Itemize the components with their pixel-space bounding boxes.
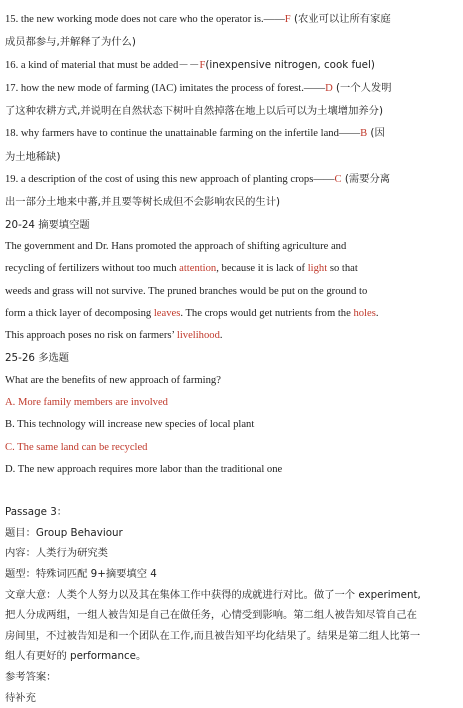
item-answer-letter: D (325, 82, 333, 94)
mc-option: B. This technology will increase new species of local plant (5, 419, 255, 431)
passage3-summary (5, 585, 455, 667)
passage3-summary-line: 把人分成两组，一组人被告知是自己在做任务，心情受到影响。第二组人被告知尽管自己在 (5, 609, 417, 622)
mc-option: A. More family members are involved (5, 397, 168, 409)
summary-answer-word: attention (179, 263, 217, 275)
mc-question: What are the benefits of new approach of farming? (5, 374, 221, 386)
passage3-summary-line: 房间里，不过被告知是和一个团队在工作,而且被告知平均化结果了。结果是第二组人比第一 (5, 629, 421, 642)
item-note-continued: 为土地稀缺) (5, 150, 61, 163)
summary-answer-word: livelihood (176, 330, 220, 342)
matching-item (5, 54, 455, 77)
summary-answer-word: holes (353, 307, 376, 319)
summary-line (5, 303, 455, 325)
passage3-summary-line: 文章大意：人类个人努力以及其在集体工作中获得的成就进行对比。做了一个 experiment, (5, 588, 421, 601)
item-answer-letter: F (199, 59, 206, 71)
summary-text: , because it is lack of (216, 263, 308, 275)
summary-text: . (375, 307, 379, 319)
section-gap (5, 481, 455, 502)
item-statement: 15. the new working mode does not care who the operator is.—— (5, 14, 285, 25)
item-note-continued: 出一部分土地来中蕃,并且要等树长成但不会影响农民的生计) (5, 196, 281, 209)
item-statement: 19. a description of the cost of using this new approach of planting crops—— (5, 174, 335, 186)
summary-text: form a thick layer of decomposing (5, 307, 154, 319)
matching-item (5, 122, 455, 168)
summary-text: so that (327, 263, 358, 275)
mc-options (5, 392, 455, 481)
summary-text: weeds and grass will not survive. The pruned branches would be put on the ground to (5, 285, 368, 297)
item-statement: 17. how the new mode of farming (IAC) imitates the process of forest.—— (5, 82, 326, 94)
summary-section (5, 214, 455, 348)
matching-item (5, 77, 455, 123)
passage3-content: 内容：人类行为研究类 (5, 547, 108, 560)
item-note: (需要分离 (341, 173, 391, 186)
summary-heading: 20-24 摘要填空题 (5, 218, 90, 231)
summary-text: This approach poses no risk on farmers’ (5, 330, 177, 342)
item-answer-letter: F (284, 14, 291, 25)
matching-item (5, 168, 455, 214)
summary-answer-word: light (307, 263, 328, 275)
summary-text: recycling of fertilizers without too much (5, 263, 180, 275)
passage3-section (5, 502, 455, 708)
passage3-title: Passage 3： (5, 506, 68, 519)
item-line (5, 168, 455, 191)
item-note: (农业可以让所有家庭 (290, 13, 391, 25)
answer-label: 参考答案： (5, 670, 57, 683)
item-note: (因 (367, 127, 385, 140)
item-answer-letter: B (360, 128, 368, 140)
matching-item (5, 8, 455, 54)
item-statement: 16. a kind of material that must be added－－ (5, 59, 200, 71)
item-note-continued: 了这种农耕方式,并说明在自然状态下树叶自然掉落在地上以后可以为土壤增加养分) (5, 105, 383, 118)
summary-line (5, 325, 455, 347)
summary-answer-word: leaves (153, 307, 181, 319)
item-note: (一个人发明 (332, 81, 392, 94)
passage3-topic: 题目：Group Behaviour (5, 526, 123, 539)
item-line (5, 77, 455, 100)
item-answer-letter: C (334, 174, 342, 186)
summary-line (5, 281, 455, 303)
summary-text: . (219, 330, 223, 342)
mc-heading: 25-26 多选题 (5, 352, 70, 365)
item-line (5, 122, 455, 145)
item-line (5, 54, 455, 77)
summary-text: . The crops would get nutrients from the (180, 307, 354, 319)
item-line (5, 8, 455, 31)
passage3-types: 题型：特殊词匹配 9+摘要填空 4 (5, 568, 157, 581)
mc-option: C. The same land can be recycled (5, 441, 148, 453)
summary-text: The government and Dr. Hans promoted the approach of shifting agriculture and (5, 240, 347, 252)
answer-value: 待补充 (5, 691, 36, 704)
item-note-continued: 成员都参与,并解释了为什么) (5, 36, 136, 49)
mc-option: D. The new approach requires more labor than the traditional one (5, 463, 283, 475)
multiple-choice-section (5, 347, 455, 481)
matching-items (5, 8, 455, 214)
passage3-summary-line: 组人有更好的 performance。 (5, 650, 147, 663)
item-note: (inexpensive nitrogen, cook fuel) (205, 58, 375, 71)
summary-line (5, 236, 455, 258)
summary-paragraph (5, 236, 455, 347)
item-statement: 18. why farmers have to continue the unattainable farming on the infertile land—— (5, 128, 361, 140)
summary-line (5, 258, 455, 280)
